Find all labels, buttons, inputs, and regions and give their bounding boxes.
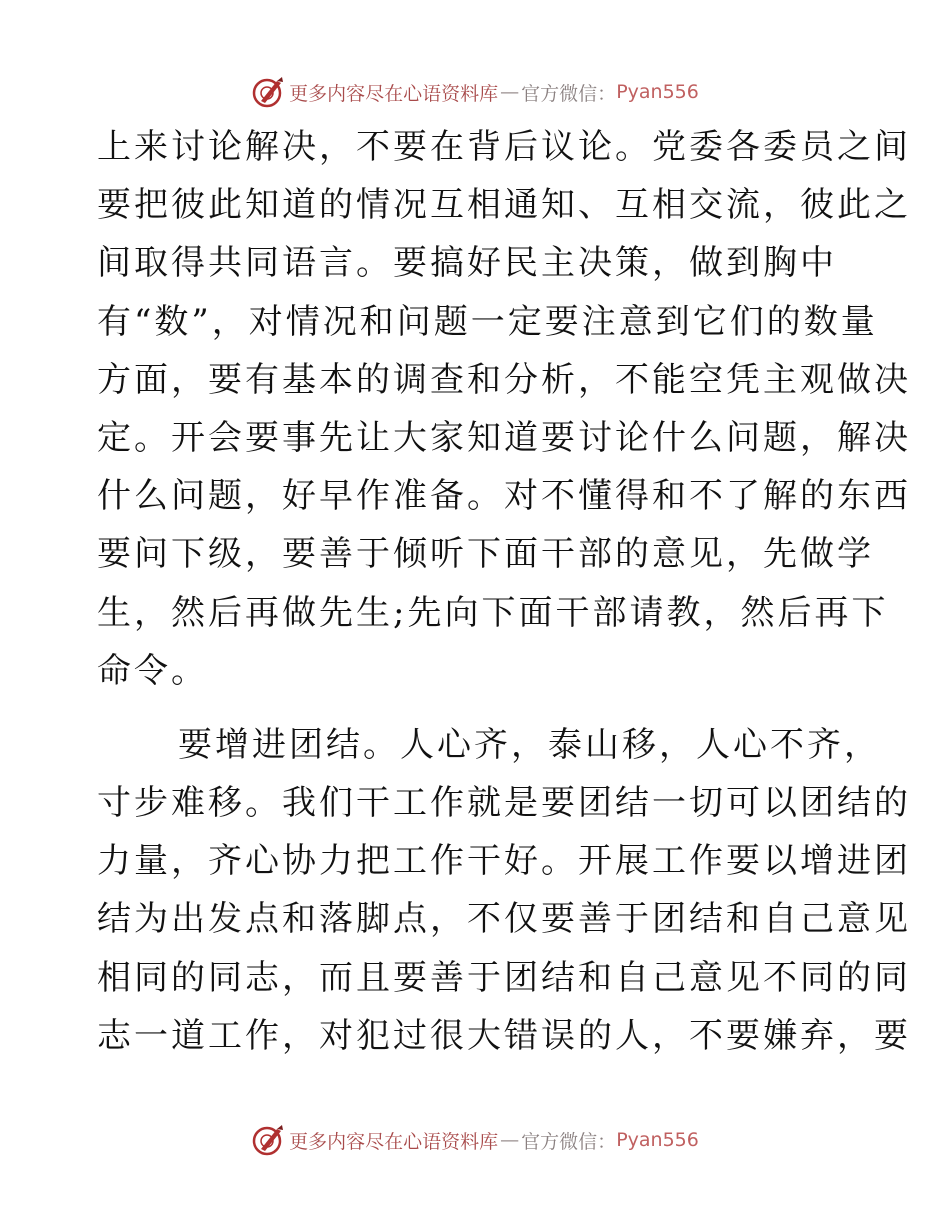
text-line: 什么问题，好早作准备。对不懂得和不了解的东西: [97, 476, 911, 517]
banner-dash: —: [500, 1129, 520, 1151]
document-body: [97, 118, 911, 1065]
banner-site-text: 更多内容尽在心语资料库: [289, 82, 499, 105]
footer-banner: [0, 1120, 950, 1160]
text-line: 命令。: [97, 650, 208, 691]
paragraph-gap: [97, 700, 857, 716]
text-line: 生，然后再做先生;先向下面干部请教，然后再下: [97, 592, 889, 633]
text-line: 有“数”，对情况和问题一定要注意到它们的数量: [97, 301, 878, 342]
text-line: 结为出发点和落脚点，不仅要善于团结和自己意见: [97, 899, 911, 940]
paragraph-1: [97, 118, 911, 700]
text-line: 相同的同志，而且要善于团结和自己意见不同的同: [97, 957, 911, 998]
banner-site-text: 更多内容尽在心语资料库: [289, 1130, 499, 1153]
text-line: 寸步难移。我们干工作就是要团结一切可以团结的: [97, 783, 911, 824]
banner-dash: —: [500, 81, 520, 103]
header-banner: [0, 72, 950, 112]
banner-wechat-id: Pyan556: [616, 81, 699, 103]
text-line: 定。开会要事先让大家知道要讨论什么问题，解决: [97, 417, 911, 458]
banner-wechat-label: 官方微信：: [521, 82, 617, 105]
text-line: 要增进团结。人心齐，泰山移，人心不齐，: [178, 724, 881, 765]
text-line: 上来讨论解决，不要在背后议论。党委各委员之间: [97, 127, 911, 167]
pen-logo-icon: [251, 1123, 285, 1157]
text-line: 力量，齐心协力把工作干好。开展工作要以增进团: [97, 841, 911, 882]
text-line: 要问下级，要善于倾听下面干部的意见，先做学: [97, 534, 874, 575]
banner-wechat-label: 官方微信：: [521, 1130, 617, 1153]
banner-wechat-id: Pyan556: [616, 1129, 699, 1151]
text-line: 方面，要有基本的调查和分析，不能空凭主观做决: [97, 359, 911, 400]
text-line: 志一道工作，对犯过很大错误的人，不要嫌弃，要: [97, 1015, 911, 1056]
text-line: 间取得共同语言。要搞好民主决策，做到胸中: [97, 243, 837, 284]
pen-logo-icon: [251, 75, 285, 109]
text-line: 要把彼此知道的情况互相通知、互相交流，彼此之: [97, 185, 911, 226]
paragraph-2: [97, 716, 911, 1065]
